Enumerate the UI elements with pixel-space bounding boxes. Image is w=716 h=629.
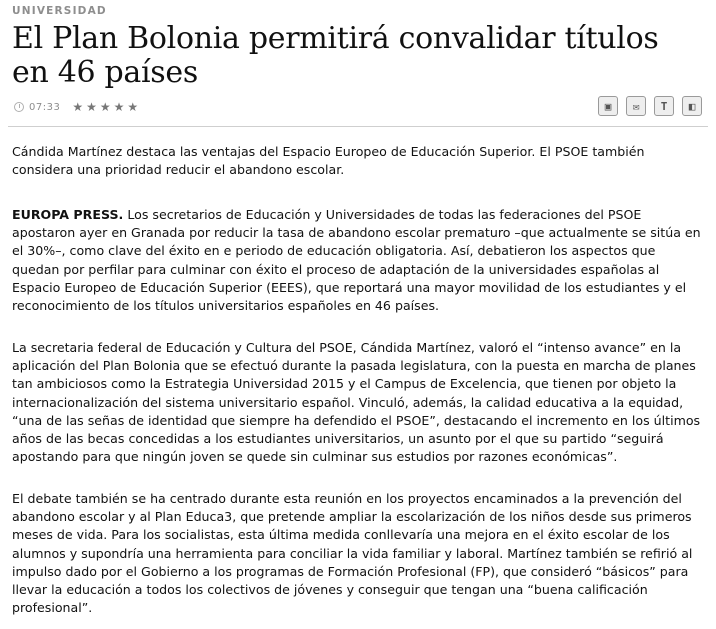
article-tools [598, 96, 702, 116]
article-paragraph: El debate también se ha centrado durante esta reunión en los proyectos encaminados a la prevención del abandono escolar y al Plan Educa3, que pretende ampliar la escolarización de los niños desde sus primeros meses de vida. Para los socialistas, esta última medida conllevaría una mejora en el éxito escolar de los alumnos y supondría una herramienta para conciliar la vida familiar y laboral. Martínez también se refirió al impulso dado por el Gobierno a los programas de Formación Profesional (FP), que consideró “básicos” para llevar la educación a todos los colectivos de jóvenes y conseguir que tengan una “buena calificación profesional”. [12, 491, 693, 616]
article-paragraph [12, 206, 702, 315]
share-icon[interactable]: ◧ [682, 96, 702, 116]
star-icon[interactable]: ★ [86, 100, 97, 114]
star-icon[interactable]: ★ [99, 100, 111, 114]
article-meta [14, 98, 138, 116]
article-paragraph: La secretaria federal de Educación y Cultura del PSOE, Cándida Martínez, valoró el “intenso avance” en la aplicación del Plan Bolonia que se efectuó durante la pasada legislatura, con la puesta en marcha de planes tan ambiciosos como la Estrategia Universidad 2015 y el Campus de Excelencia, que tienen por objeto la internacionalización del sistema universitario español. Vinculó, además, la calidad educativa a la equidad, “una de las señas de identidad que siempre ha defendido el PSOE”, destacando el incremento en los últimos años de las becas concedidas a los estudiantes universitarios, un asunto por el que su partido “seguirá apostando para que ningún joven se quede sin culminar sus estudios por razones económicas”. [12, 340, 701, 465]
headline: El Plan Bolonia permitirá convalidar títulos en 46 países [12, 21, 659, 90]
email-icon[interactable]: ✉ [626, 96, 646, 116]
publish-time: 07:33 [29, 101, 61, 113]
star-icon[interactable]: ★ [72, 100, 84, 114]
star-icon[interactable]: ★ [113, 100, 125, 114]
rating-stars[interactable] [72, 101, 138, 113]
paragraph-text: Los secretarios de Educación y Universidades de todas las federaciones del PSOE apostaron ayer en Granada por reducir la tasa de abandono escolar prematuro –que actualmente se sitúa en el 30%–, como clave del éxito en e periodo de educación obligatoria. Así, debatieron los aspectos que quedan por perfilar para culminar con éxito el proceso de adaptación de la universidades españolas al Espacio Europeo de Educación Superior (EEES), que reportará una mayor movilidad de los estudiantes y el reconocimiento de los títulos universitarios españoles en 46 países. [12, 207, 701, 314]
agency-credit: EUROPA PRESS. [12, 207, 124, 222]
print-icon[interactable]: ▣ [598, 96, 618, 116]
article-lead: Cándida Martínez destaca las ventajas del Espacio Europeo de Educación Superior. El PSOE también considera una prioridad reducir el abandono escolar. [12, 144, 645, 178]
star-icon[interactable]: ★ [127, 100, 139, 114]
divider [8, 126, 708, 127]
section-label: UNIVERSIDAD [12, 5, 107, 17]
text-size-icon[interactable]: T [654, 96, 674, 116]
clock-icon [14, 102, 24, 112]
